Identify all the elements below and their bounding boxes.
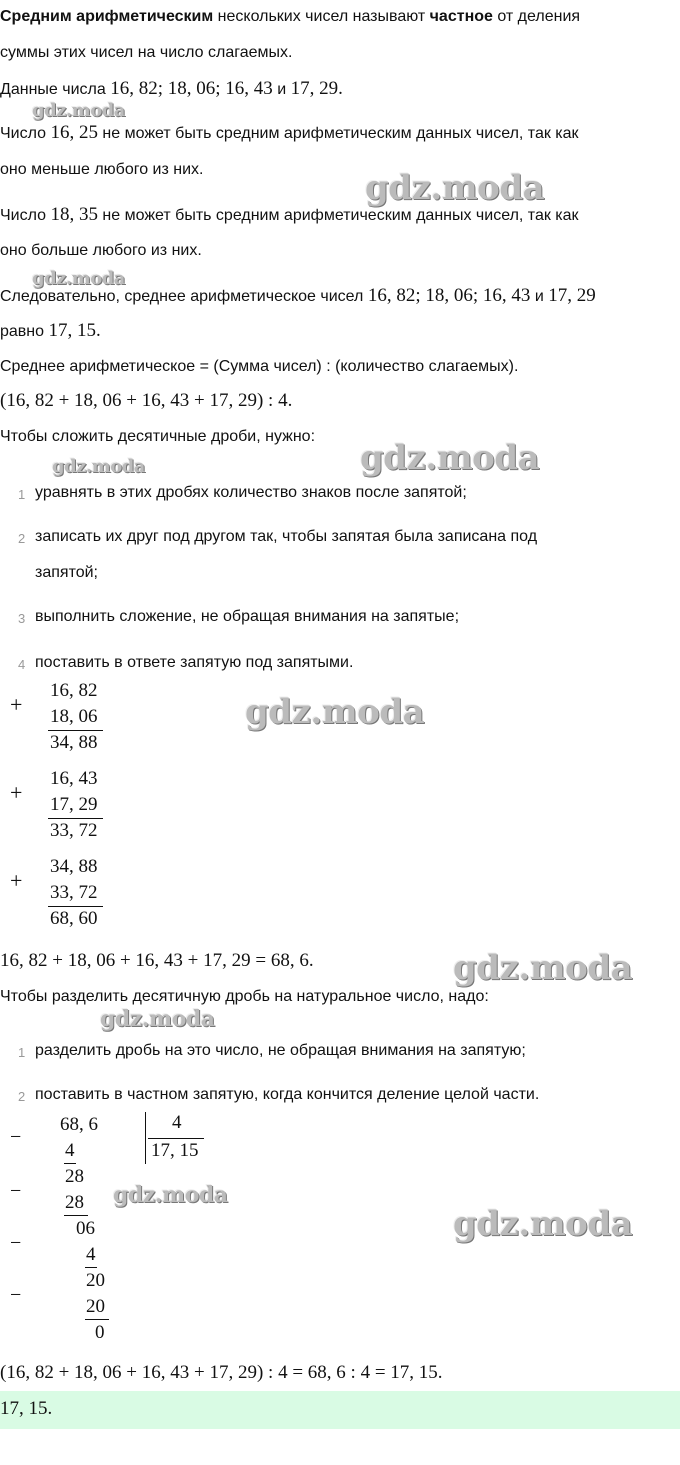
list-item-cont: запятой; bbox=[35, 564, 98, 581]
answer-value: 17, 15. bbox=[0, 1398, 53, 1419]
watermark: gdz.moda bbox=[32, 268, 125, 289]
list-item: выполнить сложение, не обращая внимания на запятые; bbox=[35, 608, 460, 625]
minus-sign: − bbox=[10, 1180, 22, 1202]
step-number: 2 bbox=[18, 531, 26, 546]
minus-sign: − bbox=[10, 1284, 22, 1306]
sum-result: 68, 60 bbox=[50, 908, 98, 929]
list-item: записать их друг под другом так, чтобы запятая была записана под bbox=[35, 528, 538, 545]
step-number: 4 bbox=[18, 657, 26, 672]
step-number: 1 bbox=[18, 1045, 26, 1060]
definition-line-1: Средним арифметическим нескольких чисел называют частное от деления bbox=[0, 8, 581, 25]
expression: (16, 82 + 18, 06 + 16, 43 + 17, 29) : 4. bbox=[0, 390, 293, 411]
minus-sign: − bbox=[10, 1232, 22, 1254]
watermark: gdz.moda bbox=[100, 1006, 215, 1032]
division-title: Чтобы разделить десятичную дробь на натуральное число, надо: bbox=[0, 988, 489, 1005]
watermark: gdz.moda bbox=[453, 948, 633, 988]
plus-sign: + bbox=[10, 692, 23, 717]
subtrahend: 4 bbox=[65, 1140, 75, 1161]
term-quotient: частное bbox=[429, 8, 493, 25]
watermark: gdz.moda bbox=[245, 692, 425, 732]
watermark: gdz.moda bbox=[32, 100, 125, 121]
quotient: 17, 15 bbox=[151, 1140, 199, 1161]
paragraph-less-2: оно меньше любого из них. bbox=[0, 161, 204, 178]
sum-expression: 16, 82 + 18, 06 + 16, 43 + 17, 29 = 68, 6. bbox=[0, 950, 314, 971]
step-number: 1 bbox=[18, 487, 26, 502]
addend: 18, 06 bbox=[50, 706, 98, 727]
given-numbers: Данные числа 16, 82; 18, 06; 16, 43 и 17, 29. bbox=[0, 78, 343, 99]
paragraph-less: Число 16, 25 не может быть средним арифметическим данных чисел, так как bbox=[0, 122, 579, 143]
formula-text: Среднее арифметическое = (Сумма чисел) : (количество слагаемых). bbox=[0, 358, 519, 375]
addend: 16, 43 bbox=[50, 768, 98, 789]
remainder: 20 bbox=[86, 1270, 105, 1291]
dividend: 68, 6 bbox=[60, 1114, 98, 1135]
answer-box bbox=[0, 1391, 680, 1429]
subtrahend: 20 bbox=[86, 1296, 105, 1317]
plus-sign: + bbox=[10, 780, 23, 805]
final-expression: (16, 82 + 18, 06 + 16, 43 + 17, 29) : 4 = 68, 6 : 4 = 17, 15. bbox=[0, 1362, 443, 1383]
minus-sign: − bbox=[10, 1126, 22, 1148]
conclusion: Следовательно, среднее арифметическое чисел 16, 82; 18, 06; 16, 43 и 17, 29 bbox=[0, 285, 596, 306]
step-number: 2 bbox=[18, 1089, 26, 1104]
paragraph-greater-2: оно больше любого из них. bbox=[0, 242, 202, 259]
remainder: 0 bbox=[95, 1322, 105, 1343]
list-item: разделить дробь на это число, не обращая внимания на запятую; bbox=[35, 1042, 526, 1059]
watermark: gdz.moda bbox=[113, 1182, 228, 1208]
addend: 33, 72 bbox=[50, 882, 98, 903]
list-item: поставить в ответе запятую под запятыми. bbox=[35, 654, 354, 671]
term-mean: Средним арифметическим bbox=[0, 8, 214, 25]
addition-title: Чтобы сложить десятичные дроби, нужно: bbox=[0, 428, 316, 445]
remainder: 28 bbox=[65, 1166, 84, 1187]
step-number: 3 bbox=[18, 611, 26, 626]
sum-result: 33, 72 bbox=[50, 820, 98, 841]
watermark: gdz.moda bbox=[453, 1204, 633, 1244]
addend: 16, 82 bbox=[50, 680, 98, 701]
definition-line-2: суммы этих чисел на число слагаемых. bbox=[0, 44, 293, 61]
addend: 34, 88 bbox=[50, 856, 98, 877]
watermark: gdz.moda bbox=[360, 438, 540, 478]
division-bar bbox=[145, 1112, 146, 1164]
divisor: 4 bbox=[172, 1112, 182, 1133]
conclusion-2: равно 17, 15. bbox=[0, 320, 101, 341]
remainder: 06 bbox=[76, 1218, 95, 1239]
paragraph-greater: Число 18, 35 не может быть средним арифметическим данных чисел, так как bbox=[0, 204, 579, 225]
subtrahend: 4 bbox=[86, 1244, 96, 1265]
watermark: gdz.moda bbox=[365, 168, 545, 208]
subtrahend: 28 bbox=[65, 1192, 84, 1213]
sum-result: 34, 88 bbox=[50, 732, 98, 753]
list-item: поставить в частном запятую, когда кончится деление целой части. bbox=[35, 1086, 540, 1103]
addend: 17, 29 bbox=[50, 794, 98, 815]
watermark: gdz.moda bbox=[52, 456, 145, 477]
list-item: уравнять в этих дробях количество знаков после запятой; bbox=[35, 484, 467, 501]
plus-sign: + bbox=[10, 868, 23, 893]
